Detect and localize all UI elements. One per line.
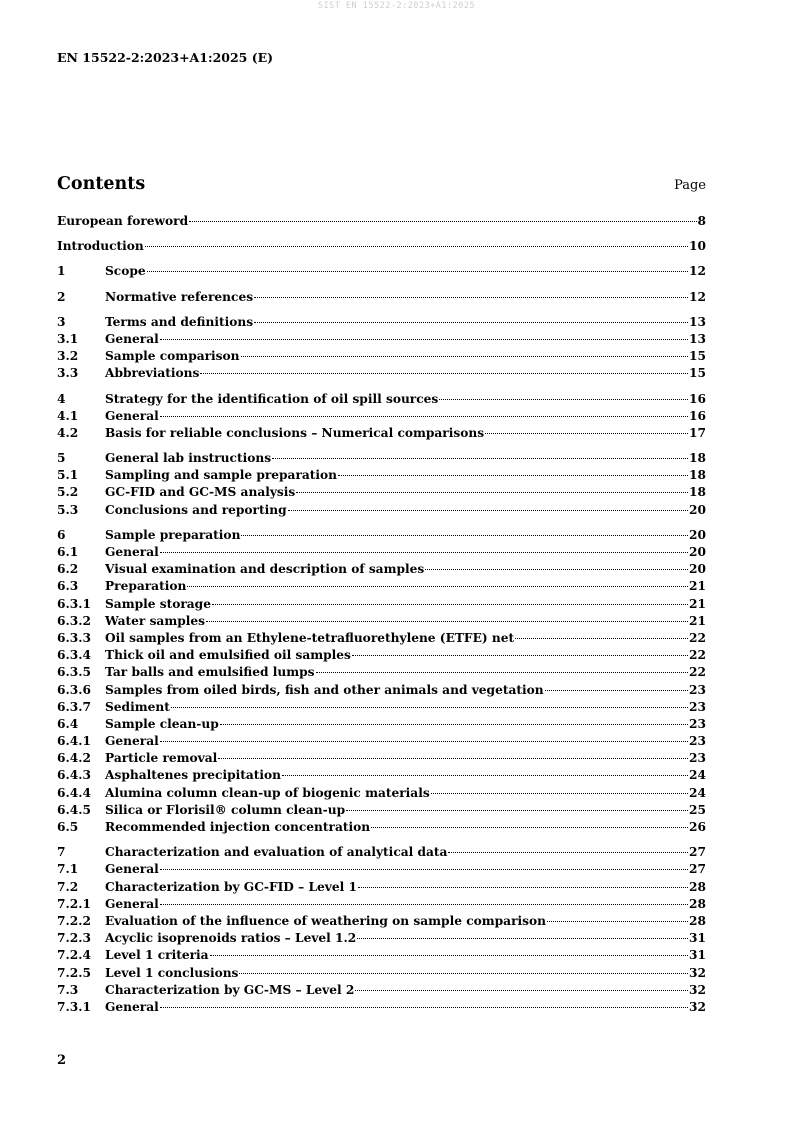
toc-entry-page: 22	[689, 630, 706, 645]
toc-entry-number: 6.4	[57, 716, 79, 731]
toc-section	[57, 264, 706, 281]
watermark: SIST EN 15522-2:2023+A1:2025	[317, 1, 476, 11]
toc-entry-title: Recommended injection concentration	[105, 820, 371, 834]
toc-entry-page: 18	[689, 485, 706, 500]
toc-entry-number: 7.3	[57, 982, 79, 997]
toc-entry-number: 6.4.3	[57, 768, 91, 783]
toc-entry-title: Level 1 conclusions	[105, 965, 239, 980]
toc-entry-page: 25	[689, 802, 706, 817]
toc-entry-title: Sample clean-up	[105, 716, 219, 731]
toc-entry[interactable]	[57, 751, 706, 768]
toc-entry[interactable]	[57, 820, 706, 837]
toc-entry-page: 16	[689, 391, 706, 406]
toc-entry[interactable]	[57, 948, 706, 965]
toc-entry-number: 6.5	[57, 820, 79, 834]
toc-section	[57, 392, 706, 444]
toc-entry[interactable]	[57, 683, 706, 700]
toc-entry-title: General	[105, 896, 159, 911]
toc-entry[interactable]	[57, 597, 706, 614]
toc-entry-number: 2	[57, 289, 66, 304]
toc-entry[interactable]	[57, 392, 706, 409]
toc-entry[interactable]	[57, 897, 706, 914]
dot-leader	[254, 297, 688, 298]
toc-entry-number: 3.3	[57, 366, 79, 381]
toc-entry-page: 22	[689, 648, 706, 663]
dot-leader	[431, 793, 688, 794]
toc-entry[interactable]	[57, 528, 706, 545]
toc-entry-number: 7.2.3	[57, 931, 91, 946]
toc-entry[interactable]	[57, 545, 706, 562]
toc-entry[interactable]	[57, 983, 706, 1000]
toc-entry-page: 15	[689, 349, 706, 364]
dot-leader	[189, 221, 696, 222]
toc-entry-number: 6.3.3	[57, 630, 91, 645]
dot-leader	[547, 921, 688, 922]
toc-section	[57, 451, 706, 520]
toc-entry-title: Oil samples from an Ethylene-tetrafluorethylene (ETFE) net	[105, 630, 515, 645]
toc-entry-number: 4.2	[57, 425, 79, 440]
toc-entry-page: 23	[689, 716, 706, 731]
dot-leader	[212, 604, 688, 605]
toc-entry-number: 7.2.1	[57, 896, 91, 911]
toc-entry-number: 7.1	[57, 862, 79, 877]
toc-entry-title: Tar balls and emulsified lumps	[105, 665, 315, 680]
toc-section	[57, 214, 706, 231]
toc-entry-page: 23	[689, 751, 706, 766]
toc-entry-page: 23	[689, 682, 706, 697]
toc-entry-page: 12	[689, 289, 706, 304]
dot-leader	[200, 373, 688, 374]
toc-entry[interactable]	[57, 614, 706, 631]
toc-entry[interactable]	[57, 503, 706, 520]
dot-leader	[425, 569, 688, 570]
toc-entry-page: 21	[689, 596, 706, 611]
toc-entry-number: 6.4.4	[57, 785, 91, 800]
toc-entry-title: Acyclic isoprenoids ratios – Level 1.2	[105, 931, 357, 946]
toc-entry-title: Strategy for the identification of oil spill sources	[105, 391, 439, 406]
toc-entry-page: 23	[689, 699, 706, 714]
dot-leader	[160, 552, 688, 553]
toc-entry-title: Terms and definitions	[105, 314, 254, 329]
toc-entry-page: 16	[689, 408, 706, 423]
toc-section	[57, 290, 706, 307]
dot-leader	[358, 887, 688, 888]
toc-entry-title: Particle removal	[105, 751, 218, 766]
document-id: EN 15522-2:2023+A1:2025 (E)	[57, 50, 274, 65]
toc-entry-title: Thick oil and emulsified oil samples	[105, 648, 351, 663]
dot-leader	[338, 475, 688, 476]
toc-entry-page: 13	[689, 314, 706, 329]
toc-entry-number: 6.4.5	[57, 802, 91, 817]
toc-entry[interactable]	[57, 562, 706, 579]
dot-leader	[282, 775, 688, 776]
toc-entry-title: Conclusions and reporting	[105, 502, 287, 517]
toc-entry[interactable]	[57, 768, 706, 785]
toc-entry[interactable]	[57, 803, 706, 820]
dot-leader	[272, 458, 688, 459]
toc-entry[interactable]	[57, 717, 706, 734]
toc-entry[interactable]	[57, 468, 706, 485]
toc-entry-title: GC-FID and GC-MS analysis	[105, 485, 296, 500]
toc-entry-title: Sample storage	[105, 596, 211, 611]
toc-entry-number: 7.3.1	[57, 999, 91, 1014]
toc-entry-number: 7.2.5	[57, 965, 91, 980]
toc-entry-title: Water samples	[105, 613, 205, 628]
toc-entry-title: General	[105, 545, 159, 559]
toc-entry-number: 6.3.7	[57, 699, 91, 714]
dot-leader	[145, 246, 688, 247]
toc-entry[interactable]	[57, 665, 706, 682]
dot-leader	[218, 758, 688, 759]
toc-entry[interactable]	[57, 264, 706, 281]
toc-entry[interactable]	[57, 845, 706, 862]
toc-entry[interactable]	[57, 786, 706, 803]
toc-entry-number: 5.1	[57, 468, 79, 483]
dot-leader	[171, 707, 688, 708]
toc-entry-page: 31	[689, 948, 706, 963]
toc-entry-number: 5.2	[57, 485, 79, 500]
dot-leader	[316, 672, 688, 673]
dot-leader	[160, 904, 688, 905]
toc-entry-page: 26	[689, 820, 706, 834]
toc-entry-title: Characterization and evaluation of analytical data	[105, 845, 448, 860]
toc-entry[interactable]	[57, 700, 706, 717]
toc-entry[interactable]	[57, 315, 706, 332]
dot-leader	[346, 810, 688, 811]
toc-entry-page: 24	[689, 785, 706, 800]
toc-entry-number: 5.3	[57, 502, 79, 517]
dot-leader	[254, 322, 688, 323]
toc-entry-page: 21	[689, 579, 706, 594]
toc-entry-number: 7.2.2	[57, 913, 91, 928]
toc-entry-title: Evaluation of the influence of weathering on sample comparison	[105, 913, 546, 928]
toc-entry-page: 32	[689, 999, 706, 1014]
toc-entry-page: 20	[689, 502, 706, 517]
toc-entry-title: European foreword	[57, 214, 189, 228]
toc-entry-title: Preparation	[105, 579, 187, 594]
toc-entry-number: 6.3.5	[57, 665, 91, 680]
toc-entry-page: 24	[689, 768, 706, 783]
toc-entry-page: 10	[689, 239, 706, 254]
toc-entry[interactable]	[57, 290, 706, 307]
toc-entry-number: 7.2.4	[57, 948, 91, 963]
toc-entry-title: Characterization by GC-FID – Level 1	[105, 879, 357, 894]
toc-entry-number: 6.4.1	[57, 734, 91, 749]
toc-entry-number: 5	[57, 451, 66, 466]
table-of-contents	[57, 214, 706, 1025]
toc-entry-number: 4	[57, 391, 66, 406]
toc-entry-number: 6.3.2	[57, 613, 91, 628]
toc-entry-page: 31	[689, 931, 706, 946]
contents-heading: Contents	[57, 174, 146, 194]
toc-entry-page: 28	[689, 913, 706, 928]
toc-entry-title: Sampling and sample preparation	[105, 468, 338, 483]
toc-entry-title: Sediment	[105, 699, 170, 714]
toc-entry-page: 18	[689, 468, 706, 483]
toc-entry[interactable]	[57, 579, 706, 596]
toc-entry-title: General	[105, 734, 159, 749]
toc-entry[interactable]	[57, 631, 706, 648]
toc-entry-page: 17	[689, 425, 706, 440]
toc-entry[interactable]	[57, 451, 706, 468]
toc-entry-page: 23	[689, 734, 706, 749]
dot-leader	[220, 724, 688, 725]
toc-entry-number: 3	[57, 314, 66, 329]
toc-entry-title: Level 1 criteria	[105, 948, 209, 963]
toc-entry-page: 27	[689, 845, 706, 860]
toc-section	[57, 315, 706, 384]
toc-entry-title: Characterization by GC-MS – Level 2	[105, 982, 355, 997]
toc-entry-title: Visual examination and description of samples	[105, 562, 425, 577]
toc-entry-title: Sample comparison	[105, 349, 240, 364]
toc-entry-title: Normative references	[105, 289, 254, 304]
toc-entry-title: Samples from oiled birds, fish and other animals and vegetation	[105, 682, 544, 697]
toc-entry-number: 1	[57, 264, 66, 279]
toc-entry-number: 7	[57, 845, 66, 860]
toc-entry-page: 21	[689, 613, 706, 628]
toc-entry[interactable]	[57, 349, 706, 366]
dot-leader	[355, 990, 688, 991]
toc-entry-page: 28	[689, 896, 706, 911]
toc-entry[interactable]	[57, 332, 706, 349]
toc-entry[interactable]	[57, 931, 706, 948]
dot-leader	[515, 638, 688, 639]
toc-entry-title: Silica or Florisil® column clean-up	[105, 802, 346, 817]
toc-entry-title: Basis for reliable conclusions – Numerical comparisons	[105, 425, 485, 440]
toc-entry[interactable]	[57, 880, 706, 897]
toc-entry[interactable]	[57, 862, 706, 879]
toc-entry-title: Scope	[105, 264, 146, 279]
toc-entry-page: 20	[689, 545, 706, 559]
toc-entry[interactable]	[57, 648, 706, 665]
toc-entry-page: 13	[689, 331, 706, 346]
toc-entry-title: General	[105, 408, 159, 423]
toc-entry-title: Sample preparation	[105, 527, 241, 542]
toc-entry-page: 12	[689, 264, 706, 279]
toc-entry-page: 15	[689, 366, 706, 381]
toc-entry-title: General lab instructions	[105, 451, 272, 466]
dot-leader	[448, 852, 688, 853]
toc-entry-title: Abbreviations	[105, 366, 200, 381]
toc-entry-number: 6.4.2	[57, 751, 91, 766]
toc-entry[interactable]	[57, 409, 706, 426]
dot-leader	[241, 535, 688, 536]
dot-leader	[160, 741, 688, 742]
dot-leader	[239, 973, 688, 974]
dot-leader	[296, 492, 688, 493]
dot-leader	[439, 399, 688, 400]
toc-entry-number: 6.1	[57, 545, 79, 559]
toc-entry-number: 6.3	[57, 579, 79, 594]
toc-entry-title: General	[105, 999, 159, 1014]
dot-leader	[160, 416, 688, 417]
dot-leader	[545, 690, 688, 691]
toc-entry-page: 32	[689, 982, 706, 997]
toc-entry[interactable]	[57, 239, 706, 256]
toc-entry[interactable]	[57, 214, 706, 231]
dot-leader	[357, 938, 688, 939]
toc-entry[interactable]	[57, 485, 706, 502]
toc-entry-title: General	[105, 862, 159, 877]
toc-entry[interactable]	[57, 366, 706, 383]
toc-entry[interactable]	[57, 426, 706, 443]
toc-entry-page: 22	[689, 665, 706, 680]
dot-leader	[160, 1007, 688, 1008]
toc-entry-title: Asphaltenes precipitation	[105, 768, 282, 783]
dot-leader	[241, 356, 689, 357]
dot-leader	[187, 586, 688, 587]
dot-leader	[160, 869, 688, 870]
toc-entry-page: 32	[689, 965, 706, 980]
dot-leader	[288, 510, 688, 511]
toc-entry-number: 3.1	[57, 331, 79, 346]
toc-entry-number: 4.1	[57, 408, 79, 423]
toc-section	[57, 845, 706, 1017]
toc-entry-number: 6.3.1	[57, 596, 91, 611]
dot-leader	[147, 271, 688, 272]
dot-leader	[352, 655, 688, 656]
toc-entry[interactable]	[57, 914, 706, 931]
toc-entry-page: 20	[689, 527, 706, 542]
dot-leader	[371, 827, 688, 828]
toc-entry-page: 20	[689, 562, 706, 577]
toc-entry-number: 6.3.6	[57, 682, 91, 697]
dot-leader	[206, 621, 688, 622]
toc-section	[57, 239, 706, 256]
toc-entry-number: 3.2	[57, 349, 79, 364]
dot-leader	[160, 339, 688, 340]
toc-entry[interactable]	[57, 1000, 706, 1017]
toc-entry-number: 6.3.4	[57, 648, 91, 663]
toc-entry-title: General	[105, 331, 159, 346]
toc-entry-number: 6	[57, 527, 66, 542]
toc-entry-page: 27	[689, 862, 706, 877]
toc-entry-number: 6.2	[57, 562, 79, 577]
dot-leader	[210, 955, 688, 956]
page-column-label: Page	[674, 178, 706, 193]
toc-entry[interactable]	[57, 734, 706, 751]
toc-entry-number: 7.2	[57, 879, 79, 894]
toc-entry-title: Introduction	[57, 239, 144, 254]
toc-entry-page: 8	[697, 214, 706, 228]
toc-entry[interactable]	[57, 966, 706, 983]
dot-leader	[485, 433, 688, 434]
toc-entry-page: 18	[689, 451, 706, 466]
toc-section	[57, 528, 706, 837]
page-number: 2	[57, 1053, 67, 1068]
toc-entry-page: 28	[689, 879, 706, 894]
toc-entry-title: Alumina column clean-up of biogenic materials	[105, 785, 430, 800]
